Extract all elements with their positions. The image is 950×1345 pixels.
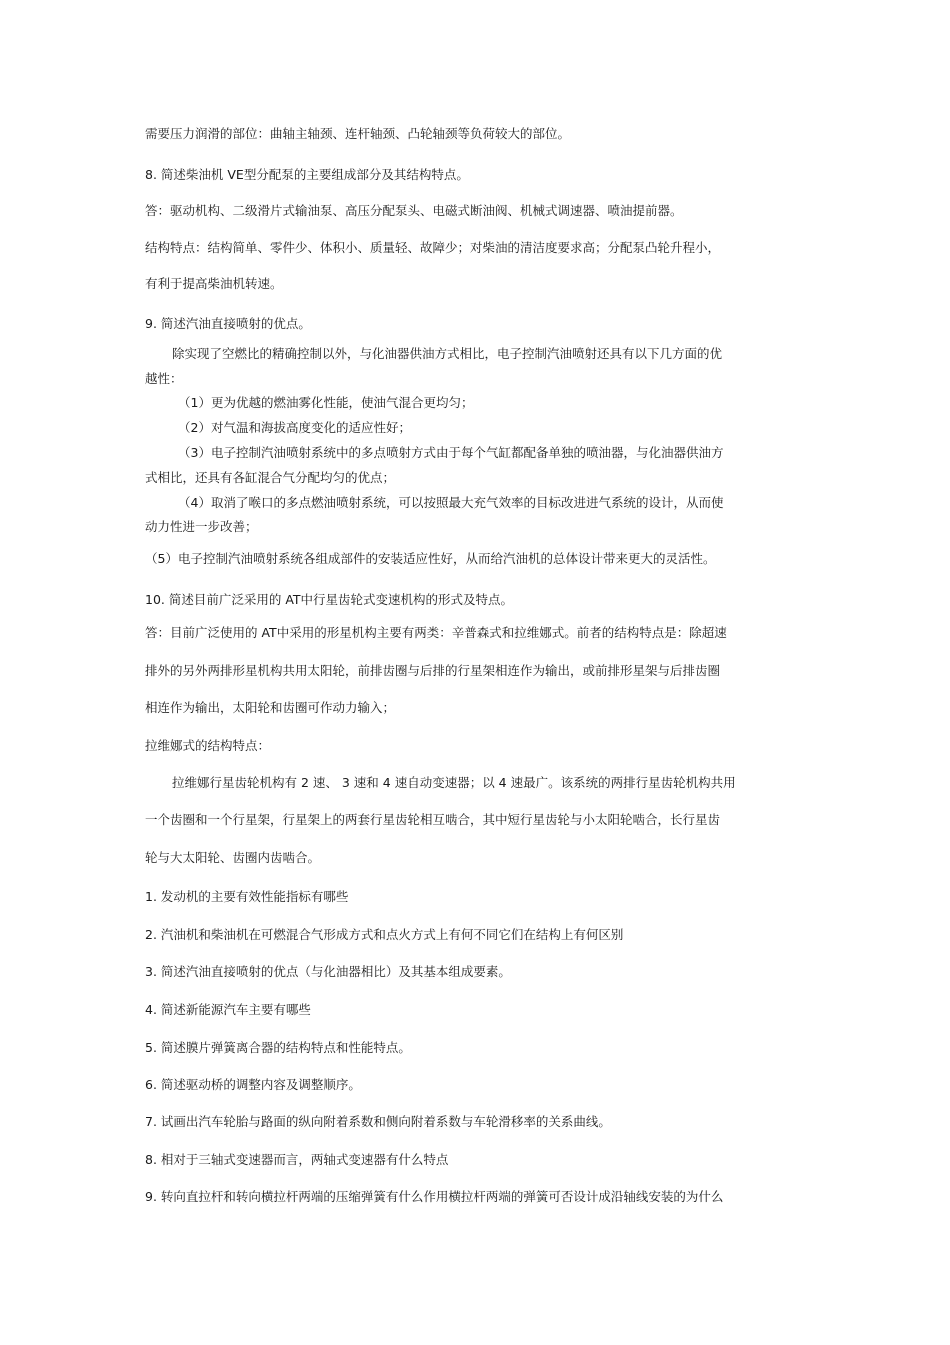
text-line: 除实现了空燃比的精确控制以外，与化油器供油方式相比，电子控制汽油喷射还具有以下几方面的优 [172, 346, 723, 361]
list-item: （4）取消了喉口的多点燃油喷射系统，可以按照最大充气效率的目标改进进气系统的设计，从而使 [178, 495, 724, 510]
question-item: 6. 简述驱动桥的调整内容及调整顺序。 [145, 1077, 361, 1092]
text-line: 一个齿圈和一个行星架，行星架上的两套行星齿轮相互啮合，其中短行星齿轮与小太阳轮啮合，长行星齿 [145, 812, 721, 827]
list-item: （1）更为优越的燃油雾化性能，使油气混合更均匀； [178, 395, 474, 410]
question-10-at: 10. 简述目前广泛采用的 AT中行星齿轮式变速机构的形式及特点。 [145, 592, 514, 607]
question-8-ve-pump: 8. 简述柴油机 VE型分配泵的主要组成部分及其结构特点。 [145, 167, 469, 182]
text-line: 结构特点：结构简单、零件少、体积小、质量轻、故障少；对柴油的清洁度要求高；分配泵凸轮升程小， [145, 240, 721, 255]
answer-line: 答：驱动机构、二级滑片式输油泵、高压分配泵头、电磁式断油阀、机械式调速器、喷油提前器。 [145, 203, 683, 218]
answer-line: 答：目前广泛使用的 AT中采用的形星机构主要有两类：辛普森式和拉维娜式。前者的结构特点是：除超速 [145, 625, 727, 640]
text-line: 排外的另外两排形星机构共用太阳轮，前排齿圈与后排的行星架相连作为输出，或前排形星架与后排齿圈 [145, 663, 721, 678]
question-item: 4. 简述新能源汽车主要有哪些 [145, 1002, 311, 1017]
text-line: 拉维娜行星齿轮机构有 2 速、 3 速和 4 速自动变速器；以 4 速最广。该系统的两排行星齿轮机构共用 [172, 775, 736, 790]
question-item: 8. 相对于三轴式变速器而言，两轴式变速器有什么特点 [145, 1152, 449, 1167]
text-line: 拉维娜式的结构特点： [145, 738, 271, 753]
text-line: 式相比，还具有各缸混合气分配均匀的优点； [145, 470, 396, 485]
question-item: 2. 汽油机和柴油机在可燃混合气形成方式和点火方式上有何不同它们在结构上有何区别 [145, 927, 624, 942]
text-line: 轮与大太阳轮、齿圈内齿啮合。 [145, 850, 321, 865]
text-line: 越性： [145, 371, 183, 386]
text-line: 相连作为输出，太阳轮和齿圈可作动力输入； [145, 700, 396, 715]
question-item: 5. 简述膜片弹簧离合器的结构特点和性能特点。 [145, 1040, 411, 1055]
text-line: 动力性进一步改善； [145, 519, 258, 534]
list-item: （2）对气温和海拔高度变化的适应性好； [178, 420, 411, 435]
question-9-injection: 9. 简述汽油直接喷射的优点。 [145, 316, 311, 331]
list-item: （5）电子控制汽油喷射系统各组成部件的安装适应性好，从而给汽油机的总体设计带来更大的灵活性。 [145, 551, 716, 566]
text-line: 需要压力润滑的部位：曲轴主轴颈、连杆轴颈、凸轮轴颈等负荷较大的部位。 [145, 126, 571, 141]
text-line: 有利于提高柴油机转速。 [145, 276, 283, 291]
list-item: （3）电子控制汽油喷射系统中的多点喷射方式由于每个气缸都配备单独的喷油器，与化油器供油方 [178, 445, 724, 460]
question-item: 9. 转向直拉杆和转向横拉杆两端的压缩弹簧有什么作用横拉杆两端的弹簧可否设计成沿轴线安装的为什么 [145, 1189, 724, 1204]
question-item: 1. 发动机的主要有效性能指标有哪些 [145, 889, 349, 904]
question-item: 7. 试画出汽车轮胎与路面的纵向附着系数和侧向附着系数与车轮滑移率的关系曲线。 [145, 1114, 611, 1129]
question-item: 3. 简述汽油直接喷射的优点（与化油器相比）及其基本组成要素。 [145, 964, 511, 979]
